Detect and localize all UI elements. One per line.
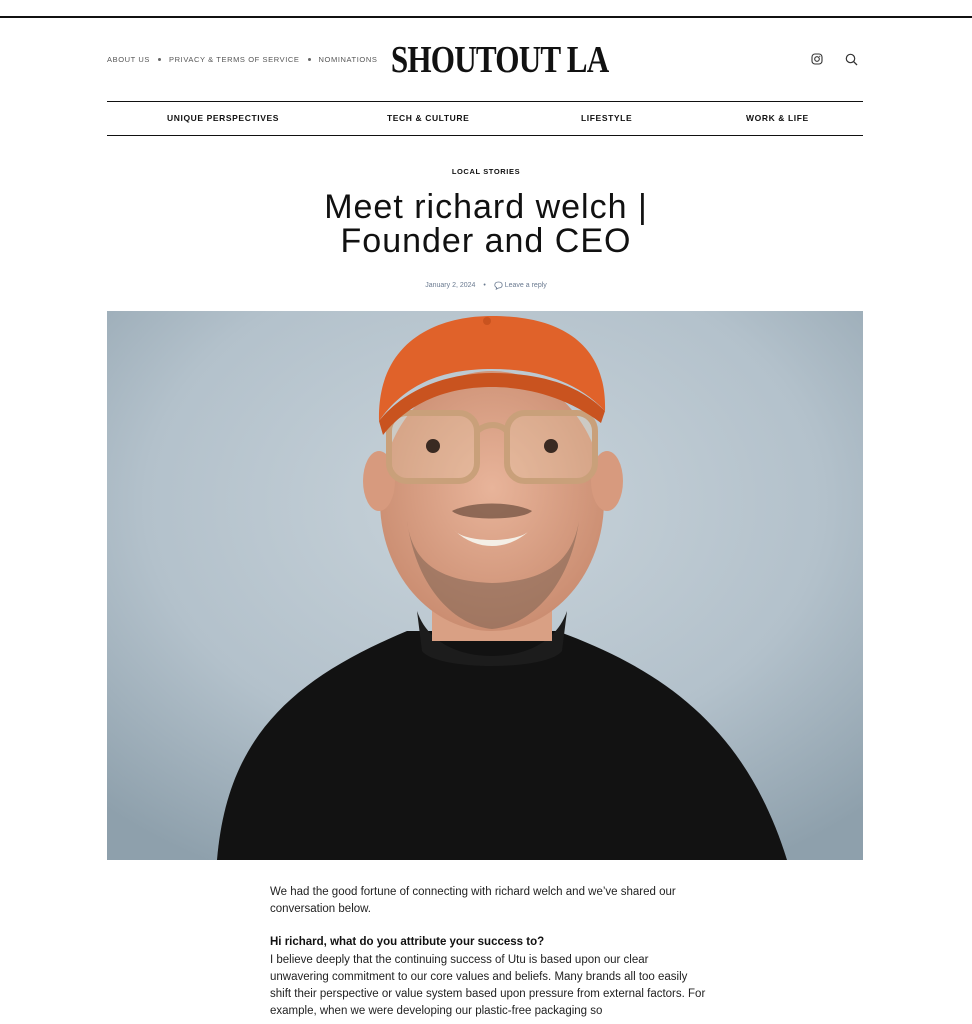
nav-lifestyle[interactable]: LIFESTYLE xyxy=(581,113,633,123)
site-logo[interactable]: SHOUTOUT LA xyxy=(390,39,609,81)
interview-question: Hi richard, what do you attribute your success to? xyxy=(270,936,545,949)
nav-work-life[interactable]: WORK & LIFE xyxy=(746,113,809,123)
main-nav xyxy=(107,101,863,136)
separator-dot xyxy=(308,58,311,61)
nav-unique-perspectives[interactable]: UNIQUE PERSPECTIVES xyxy=(167,113,280,123)
article-category[interactable]: LOCAL STORIES xyxy=(451,167,521,176)
nominations-link[interactable]: NOMINATIONS xyxy=(318,55,378,64)
article-title: Meet richard welch | Founder and CEO xyxy=(324,188,648,260)
article-date[interactable]: January 2, 2024 xyxy=(425,282,476,289)
nav-tech-culture[interactable]: TECH & CULTURE xyxy=(387,113,470,123)
article-intro: We had the good fortune of connecting with richard welch and we’ve shared our conversation below. xyxy=(270,886,676,916)
top-border xyxy=(0,16,972,18)
about-us-link[interactable]: ABOUT US xyxy=(107,55,151,64)
utility-nav xyxy=(107,55,377,64)
privacy-terms-link[interactable]: PRIVACY & TERMS OF SERVICE xyxy=(169,55,300,64)
instagram-icon[interactable] xyxy=(807,49,827,69)
leave-reply-link[interactable]: Leave a reply xyxy=(504,282,547,289)
separator-dot xyxy=(158,58,161,61)
hero-image xyxy=(107,311,863,860)
meta-separator: • xyxy=(483,282,486,289)
comment-icon xyxy=(494,282,505,289)
article-body xyxy=(270,884,706,1020)
qa-block xyxy=(270,934,706,1020)
search-icon[interactable] xyxy=(841,49,861,69)
interview-answer: I believe deeply that the continuing success of Utu is based upon our clear unwavering commitment to our core values and beliefs. Many brands all too easily shift their perspective or value system based upon pressure from external factors. For example, when we were developing our plastic-free packaging so xyxy=(270,953,706,1018)
article-meta xyxy=(0,281,972,290)
